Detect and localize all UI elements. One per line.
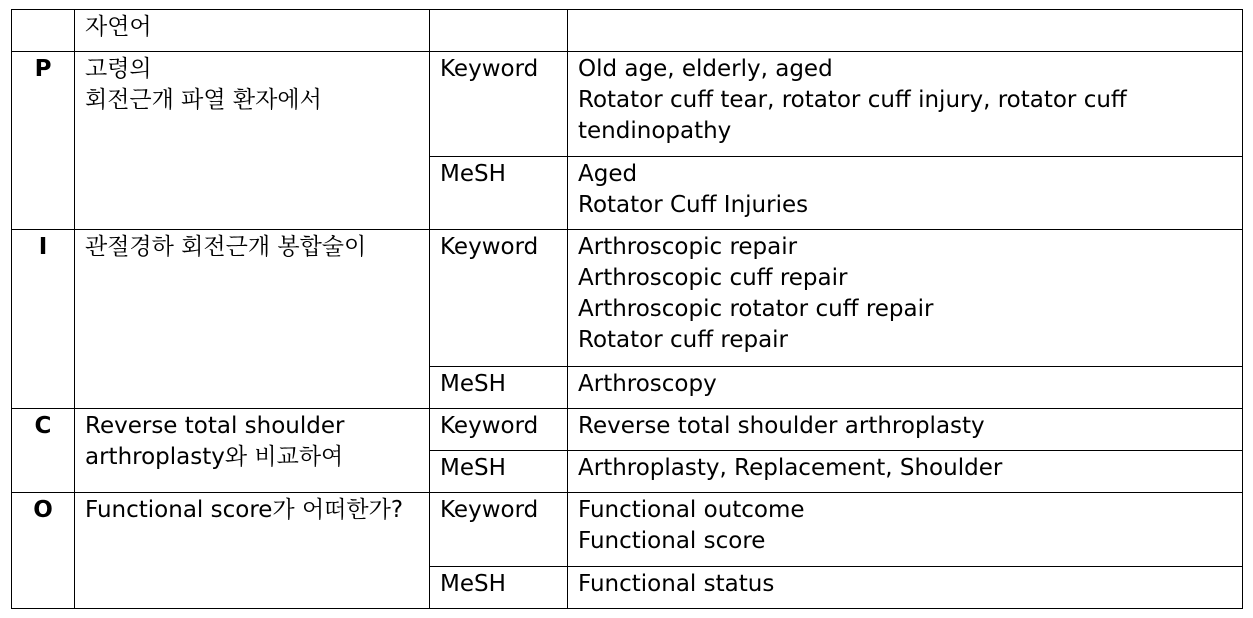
term-line: Rotator cuff repair bbox=[578, 327, 789, 353]
mesh-terms-o bbox=[568, 567, 1243, 609]
term-line: Old age, elderly, aged bbox=[578, 56, 833, 82]
pico-letter-p: P bbox=[12, 52, 75, 230]
term-line: Functional outcome bbox=[578, 497, 805, 523]
natural-language-c bbox=[75, 409, 430, 493]
type-label-keyword: Keyword bbox=[430, 230, 568, 367]
header-cell-terms bbox=[568, 10, 1243, 52]
table-row-p-keyword bbox=[12, 52, 1243, 157]
type-label-mesh: MeSH bbox=[430, 157, 568, 230]
term-line: Arthroscopic rotator cuff repair bbox=[578, 296, 934, 322]
keyword-terms-o bbox=[568, 493, 1243, 567]
term-line: Rotator Cuff Injuries bbox=[578, 192, 809, 218]
keyword-terms-c bbox=[568, 409, 1243, 451]
type-label-keyword: Keyword bbox=[430, 52, 568, 157]
type-label-mesh: MeSH bbox=[430, 451, 568, 493]
natural-line: 회전근개 파열 환자에서 bbox=[85, 87, 322, 113]
term-line: Functional status bbox=[578, 571, 775, 597]
header-row bbox=[12, 10, 1243, 52]
natural-language-p bbox=[75, 52, 430, 230]
term-line: Functional score bbox=[578, 528, 766, 554]
pico-table bbox=[11, 9, 1243, 609]
term-line: Aged bbox=[578, 161, 638, 187]
mesh-terms-p bbox=[568, 157, 1243, 230]
table-row-i-keyword bbox=[12, 230, 1243, 367]
natural-line: 관절경하 회전근개 봉합술이 bbox=[85, 234, 367, 260]
natural-language-o bbox=[75, 493, 430, 609]
keyword-terms-i bbox=[568, 230, 1243, 367]
term-line: Arthroscopy bbox=[578, 371, 717, 397]
table-row-c-keyword bbox=[12, 409, 1243, 451]
term-line: Reverse total shoulder arthroplasty bbox=[578, 413, 985, 439]
term-line: Rotator cuff tear, rotator cuff injury, rotator cuff tendinopathy bbox=[578, 87, 1135, 144]
type-label-mesh: MeSH bbox=[430, 567, 568, 609]
pico-letter-i: I bbox=[12, 230, 75, 409]
natural-line: Functional score가 어떠한가? bbox=[85, 497, 404, 523]
header-cell-type bbox=[430, 10, 568, 52]
type-label-mesh: MeSH bbox=[430, 367, 568, 409]
pico-letter-c: C bbox=[12, 409, 75, 493]
type-label-keyword: Keyword bbox=[430, 409, 568, 451]
natural-language-i bbox=[75, 230, 430, 409]
keyword-terms-p bbox=[568, 52, 1243, 157]
pico-letter-o: O bbox=[12, 493, 75, 609]
term-line: Arthroscopic cuff repair bbox=[578, 265, 848, 291]
term-line: Arthroplasty, Replacement, Shoulder bbox=[578, 455, 1003, 481]
header-cell-letter bbox=[12, 10, 75, 52]
mesh-terms-i bbox=[568, 367, 1243, 409]
natural-line: 고령의 bbox=[85, 56, 152, 82]
header-cell-natural-language: 자연어 bbox=[75, 10, 430, 52]
table-row-o-keyword bbox=[12, 493, 1243, 567]
mesh-terms-c bbox=[568, 451, 1243, 493]
term-line: Arthroscopic repair bbox=[578, 234, 798, 260]
natural-line: Reverse total shoulder arthroplasty와 비교하여 bbox=[85, 413, 352, 470]
type-label-keyword: Keyword bbox=[430, 493, 568, 567]
